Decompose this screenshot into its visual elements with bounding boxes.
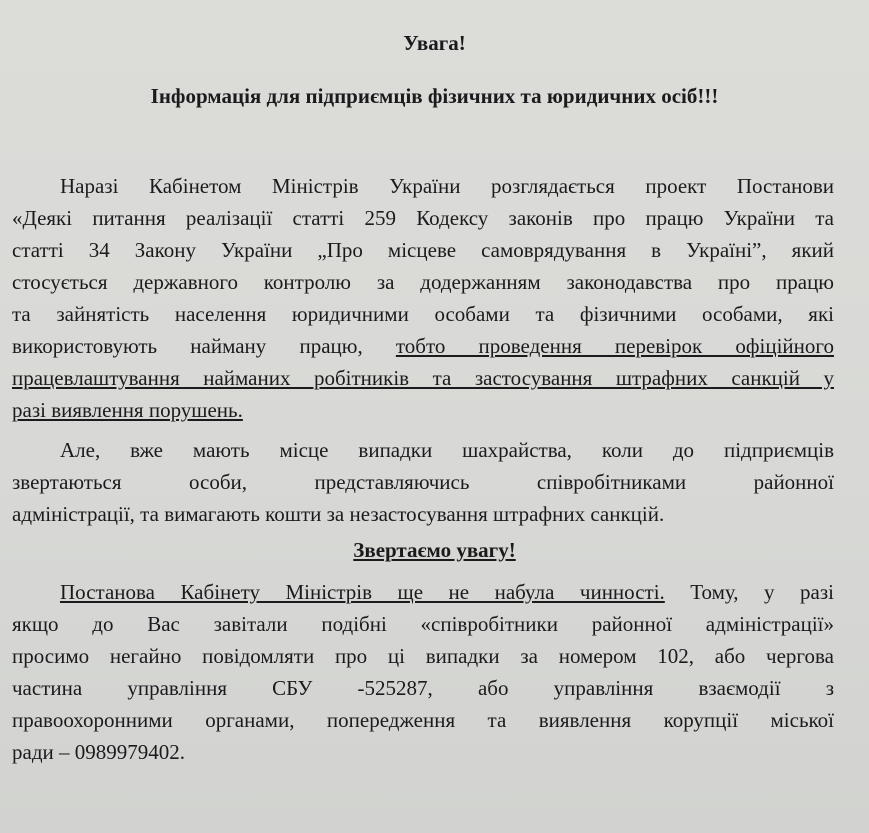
paragraph-3-line-1-underlined: Постанова Кабінету Міністрів ще не набула чинності.: [60, 580, 665, 604]
paragraph-1-line-1: Наразі Кабінетом Міністрів України розглядається проект Постанови: [60, 174, 834, 198]
paragraph-1-line-6-plain: використовують найману працю,: [12, 334, 396, 358]
paragraph-2-line-1: Але, вже мають місце випадки шахрайства, коли до підприємців: [60, 438, 834, 462]
paragraph-2-line-2: звертаються особи, представляючись співробітниками районної: [12, 470, 834, 494]
notice-subtitle: Інформація для підприємців фізичних та юридичних осіб!!!: [150, 84, 719, 108]
paragraph-3-line-6: ради – 0989979402.: [12, 740, 185, 764]
paragraph-1-line-2: «Деякі питання реалізації статті 259 Кодексу законів про працю України та: [12, 206, 834, 230]
paragraph-1-line-8-text: разі виявлення порушень.: [12, 398, 243, 422]
paragraph-3-line-4: частина управління СБУ -525287, або управління взаємодії з: [12, 676, 834, 700]
paragraph-1-line-4: стосується державного контролю за додержанням законодавства про працю: [12, 270, 834, 294]
paragraph-1-line-6: [12, 333, 834, 359]
paragraph-1-line-3: статті 34 Закону України „Про місцеве самоврядування в Україні”, який: [12, 238, 834, 262]
paragraph-3-line-5: правоохоронними органами, попередження та виявлення корупції міської: [12, 708, 834, 732]
paragraph-1-line-8-underlined: [12, 397, 834, 423]
paragraph-3-line-1-plain: Тому, у разі: [664, 580, 834, 604]
attention-heading: Звертаємо увагу!: [353, 538, 516, 562]
paragraph-3-line-2: якщо до Вас завітали подібні «співробітники районної адміністрації»: [12, 612, 834, 636]
paragraph-2-line-3: адміністрації, та вимагають кошти за незастосування штрафних санкцій.: [12, 502, 665, 526]
paragraph-1-line-6-underlined: тобто проведення перевірок офіційного: [395, 334, 834, 358]
paragraph-3-line-1: [12, 579, 834, 605]
paragraph-3-line-3: просимо негайно повідомляти про ці випадки за номером 102, або чергова: [12, 644, 834, 668]
paragraph-1-line-5: та зайнятість населення юридичними особами та фізичними особами, які: [12, 302, 834, 326]
notice-title: Увага!: [403, 31, 466, 55]
paragraph-1-line-7-underlined: працевлаштування найманих робітників та застосування штрафних санкцій у: [12, 366, 834, 390]
